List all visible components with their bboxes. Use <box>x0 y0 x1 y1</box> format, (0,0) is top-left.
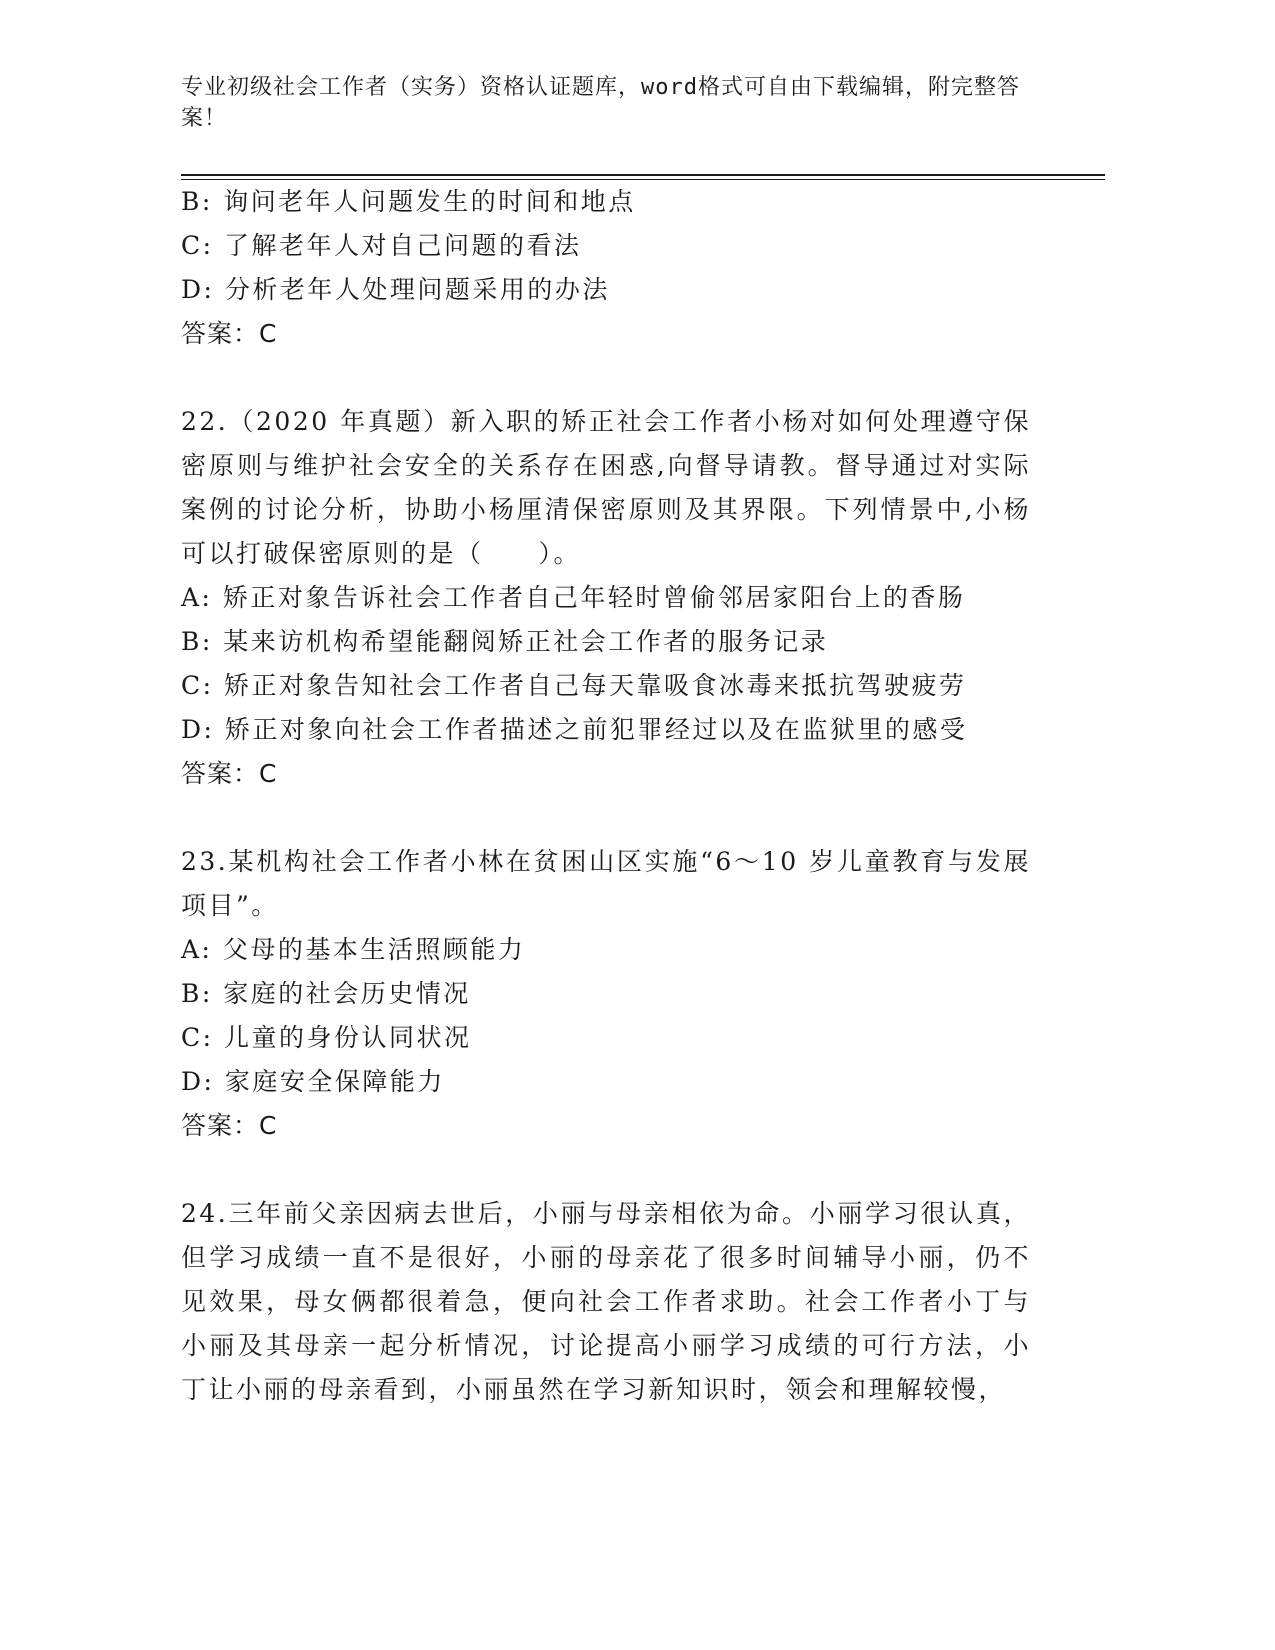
option-d: D: 家庭安全保障能力 <box>181 1067 445 1096</box>
spacer <box>181 356 1041 400</box>
answer-line: 答案：C <box>181 1111 278 1140</box>
question-content <box>181 180 1041 1412</box>
spacer <box>181 796 1041 840</box>
option-d: D: 分析老年人处理问题采用的办法 <box>181 275 610 304</box>
option-b: B: 家庭的社会历史情况 <box>181 979 471 1008</box>
question-stem: 24.三年前父亲因病去世后，小丽与母亲相依为命。小丽学习很认真，但学习成绩一直不是很好，小丽的母亲花了很多时间辅导小丽，仍不见效果，母女俩都很着急，便向社会工作者求助。社会工作者小丁与小丽及其母亲一起分析情况，讨论提高小丽学习成绩的可行方法，小丁让小丽的母亲看到，小丽虽然在学习新知识时，领会和理解较慢， <box>181 1199 1031 1404</box>
spacer <box>181 1148 1041 1192</box>
answer-line: 答案：C <box>181 759 278 788</box>
option-c: C: 矫正对象告知社会工作者自己每天靠吸食冰毒来抵抗驾驶疲劳 <box>181 671 967 700</box>
option-c: C: 儿童的身份认同状况 <box>181 1023 472 1052</box>
question-22-block <box>181 400 1041 796</box>
header-divider-thick <box>181 174 1105 176</box>
option-a: A: 矫正对象告诉社会工作者自己年轻时曾偷邻居家阳台上的香肠 <box>181 583 966 612</box>
option-c: C: 了解老年人对自己问题的看法 <box>181 231 582 260</box>
page-header: 专业初级社会工作者（实务）资格认证题库，word格式可自由下载编辑，附完整答案！ <box>181 75 1020 131</box>
question-24-block <box>181 1192 1041 1412</box>
answer-line: 答案：C <box>181 319 278 348</box>
option-d: D: 矫正对象向社会工作者描述之前犯罪经过以及在监狱里的感受 <box>181 715 968 744</box>
question-stem: 23.某机构社会工作者小林在贫困山区实施“6～10 岁儿童教育与发展项目”。 <box>181 847 1031 920</box>
option-a: A: 父母的基本生活照顾能力 <box>181 935 526 964</box>
question-21-block <box>181 180 1041 356</box>
option-b: B: 某来访机构希望能翻阅矫正社会工作者的服务记录 <box>181 627 829 656</box>
question-23-block <box>181 840 1041 1148</box>
question-stem: 22.（2020 年真题）新入职的矫正社会工作者小杨对如何处理遵守保密原则与维护社会安全的关系存在困惑,向督导请教。督导通过对实际案例的讨论分析，协助小杨厘清保密原则及其界限。下列情景中,小杨可以打破保密原则的是（ ）。 <box>181 407 1031 568</box>
option-b: B: 询问老年人问题发生的时间和地点 <box>181 187 636 216</box>
